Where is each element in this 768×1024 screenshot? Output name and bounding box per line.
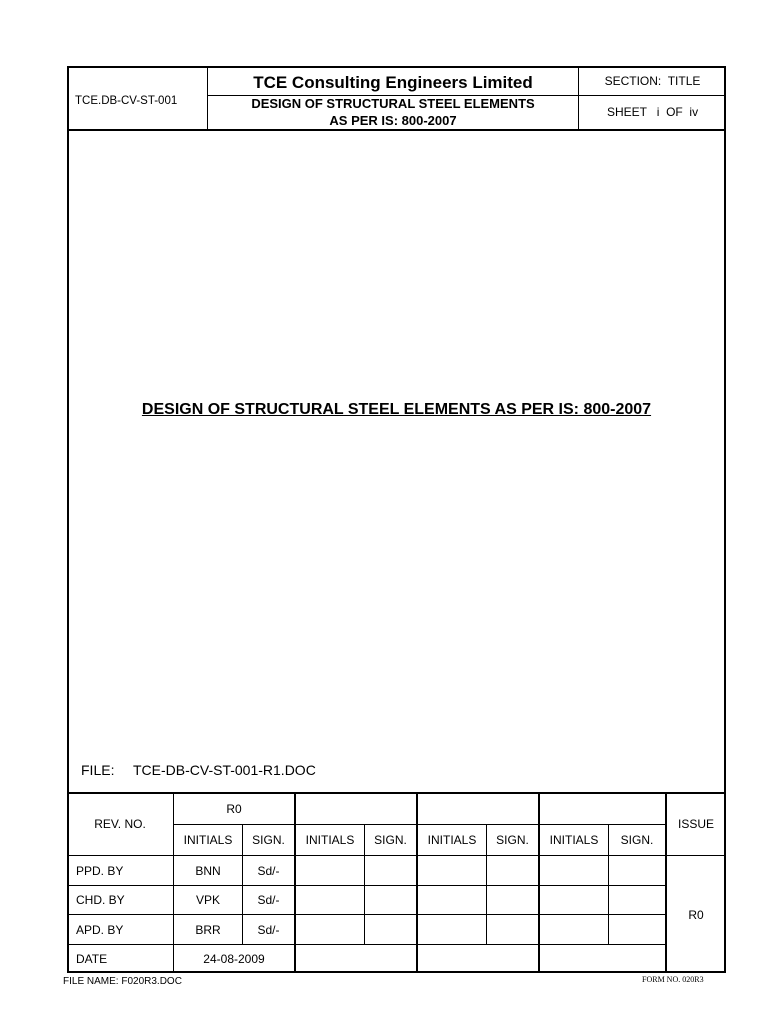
header-title-line1: DESIGN OF STRUCTURAL STEEL ELEMENTS (251, 96, 535, 111)
sign-header: SIGN. (620, 833, 654, 847)
row-label-apd: APD. BY (76, 922, 124, 937)
chd-initials: VPK (195, 893, 220, 907)
initials-header: INITIALS (305, 833, 355, 847)
section-label: SECTION: TITLE (604, 74, 701, 88)
ppd-initials: BNN (195, 863, 221, 878)
sheet-label: SHEET i OF iv (606, 105, 699, 119)
date-value: 24-08-2009 (203, 952, 265, 966)
sign-header: SIGN. (496, 833, 529, 847)
chd-sign: Sd/- (257, 893, 280, 907)
sign-header: SIGN. (374, 833, 407, 847)
row-label-date: DATE (76, 952, 108, 966)
header-bottom-rule (67, 129, 726, 131)
header-title-line2: AS PER IS: 800-2007 (329, 113, 457, 128)
main-title: DESIGN OF STRUCTURAL STEEL ELEMENTS AS PER IS: 800-2007 (141, 401, 652, 418)
apd-sign: Sd/- (257, 922, 280, 937)
issue-label: ISSUE (677, 817, 714, 831)
issue-value: R0 (688, 907, 704, 922)
file-label: FILE: (81, 762, 115, 778)
company-name: TCE Consulting Engineers Limited (253, 73, 533, 92)
rev-no-label: REV. NO. (94, 817, 146, 831)
table-col-rev3 (416, 792, 418, 973)
sign-header: SIGN. (252, 833, 285, 847)
file-name: TCE-DB-CV-ST-001-R1.DOC (133, 762, 316, 778)
apd-initials: BRR (195, 922, 221, 937)
document-number: TCE.DB-CV-ST-001 (75, 95, 178, 107)
revision-value: R0 (226, 801, 242, 816)
ppd-sign: Sd/- (257, 863, 280, 878)
row-label-chd: CHD. BY (76, 893, 125, 907)
initials-header: INITIALS (427, 833, 477, 847)
footer-file-name: FILE NAME: F020R3.DOC (63, 976, 182, 987)
initials-header: INITIALS (549, 833, 599, 847)
table-col-rev2 (294, 792, 296, 973)
table-col-rev4 (538, 792, 540, 973)
footer-form-no: FORM NO. 020R3 (642, 975, 704, 984)
initials-header: INITIALS (183, 833, 233, 847)
row-label-ppd: PPD. BY (76, 863, 124, 878)
